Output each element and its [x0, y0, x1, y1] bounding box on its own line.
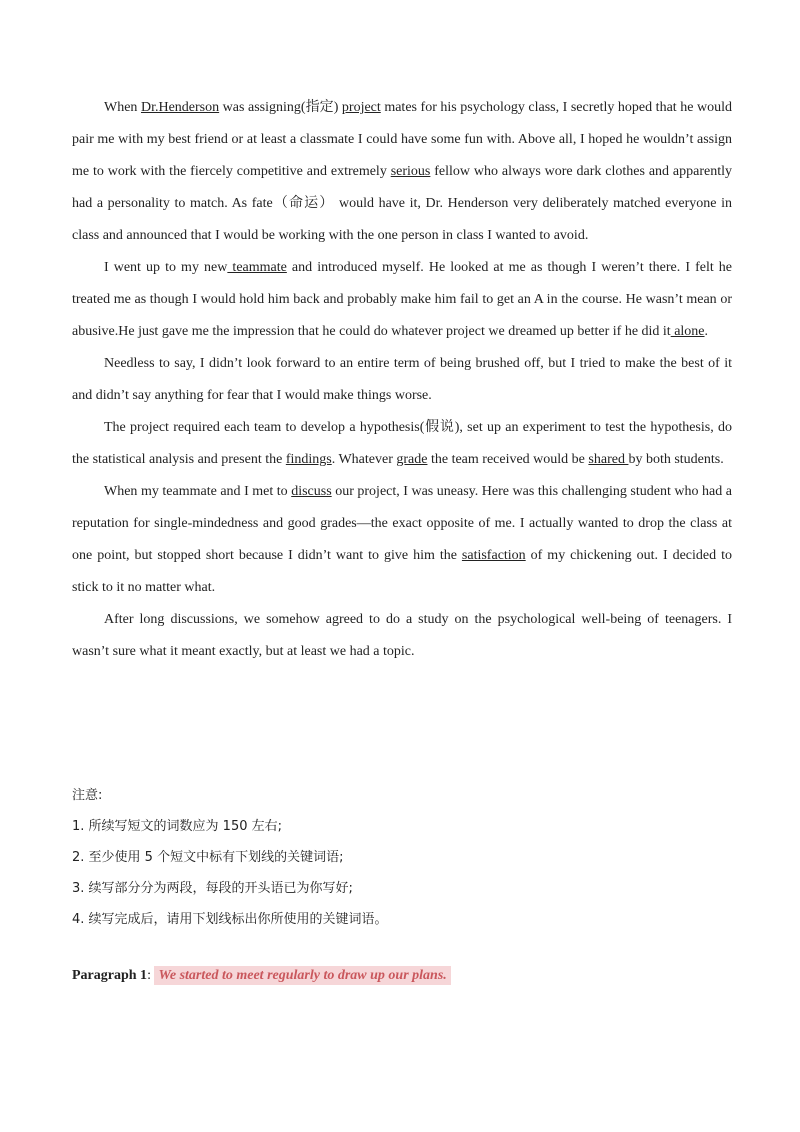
note-item-3: 3. 续写部分分为两段，每段的开头语已为你写好;: [72, 881, 353, 896]
notes-section: [72, 780, 732, 935]
story-text-segment: fellow who always wore dark clothes and apparently had a personality to match. As fate（命运） would have it, Dr. Henderson very deliberately matched everyone in class and announced that I would be working with the one person in class I wanted to avoid.: [72, 164, 733, 243]
paragraph-1-label: Paragraph 1: [72, 968, 148, 983]
story-text-segment: Needless to say, I didn’t look forward to an entire term of being brushed off, but I tried to make the best of it and didn’t say anything for fear that I would make things worse.: [72, 356, 732, 403]
note-item-2: 2. 至少使用 5 个短文中标有下划线的关键词语;: [72, 850, 344, 865]
story-text-segment: our project, I was uneasy. Here was this challenging student who had a reputation for single-mindedness and good grades—the exact opposite of me. I actually wanted to drop the class at one point, but stopped short because I didn’t want to give him the: [72, 484, 732, 563]
story-paragraph: [72, 92, 732, 252]
key-word-underlined: teammate: [227, 260, 287, 275]
story-text-segment: was assigning(指定): [219, 100, 342, 115]
story-text-segment: When my teammate and I met to: [104, 484, 292, 499]
story-text-segment: of my chickening out. I decided to stick to it no matter what.: [72, 548, 732, 595]
story-paragraph: [72, 412, 732, 476]
story-text-segment: .: [704, 324, 709, 339]
key-word-underlined: findings: [285, 452, 332, 467]
story-text-segment: I went up to my new: [104, 260, 228, 275]
key-word-underlined: serious: [390, 164, 431, 179]
story-text-segment: by both students.: [628, 452, 724, 467]
story-text-segment: . Whatever: [331, 452, 397, 467]
paragraph-1-opening: We started to meet regularly to draw up our plans.: [154, 966, 450, 985]
paragraph-1-colon: :: [147, 968, 155, 983]
story-text: [72, 92, 732, 668]
key-word-underlined: project: [341, 100, 381, 115]
paragraph-1-prompt: [72, 968, 451, 984]
note-item-4: 4. 续写完成后，请用下划线标出你所使用的关键词语。: [72, 912, 388, 927]
key-word-underlined: discuss: [291, 484, 332, 499]
story-text-segment: The project required each team to develop a hypothesis(假说), set up an experiment to test the hypothesis, do the statistical analysis and present the: [72, 420, 732, 467]
notes-title: 注意:: [72, 788, 103, 803]
key-word-underlined: grade: [396, 452, 428, 467]
story-text-segment: the team received would be: [427, 452, 589, 467]
story-paragraph: [72, 604, 732, 668]
key-word-underlined: Dr.Henderson: [140, 100, 220, 115]
story-text-segment: and introduced myself. He looked at me as though I weren’t there. I felt he treated me as though I would hold him back and probably make him fail to get an A in the course. He wasn’t mean or abusive.He just gave me the impression that he could do whatever project we dreamed up better if he did it: [72, 260, 733, 339]
story-text-segment: mates for his psychology class, I secretly hoped that he would pair me with my best friend or at least a classmate I could have some fun with. Above all, I hoped he wouldn’t assign me to work with the fiercely competitive and extremely: [72, 100, 732, 179]
story-text-segment: After long discussions, we somehow agreed to do a study on the psychological well-being of teenagers. I wasn’t sure what it meant exactly, but at least we had a topic.: [72, 612, 732, 659]
story-paragraph: [72, 476, 732, 604]
note-item-1: 1. 所续写短文的词数应为 150 左右;: [72, 819, 282, 834]
key-word-underlined: satisfaction: [461, 548, 526, 563]
key-word-underlined: alone: [670, 324, 705, 339]
story-text-segment: When: [104, 100, 141, 115]
key-word-underlined: shared: [588, 452, 629, 467]
story-paragraph: [72, 252, 732, 348]
story-paragraph: [72, 348, 732, 412]
